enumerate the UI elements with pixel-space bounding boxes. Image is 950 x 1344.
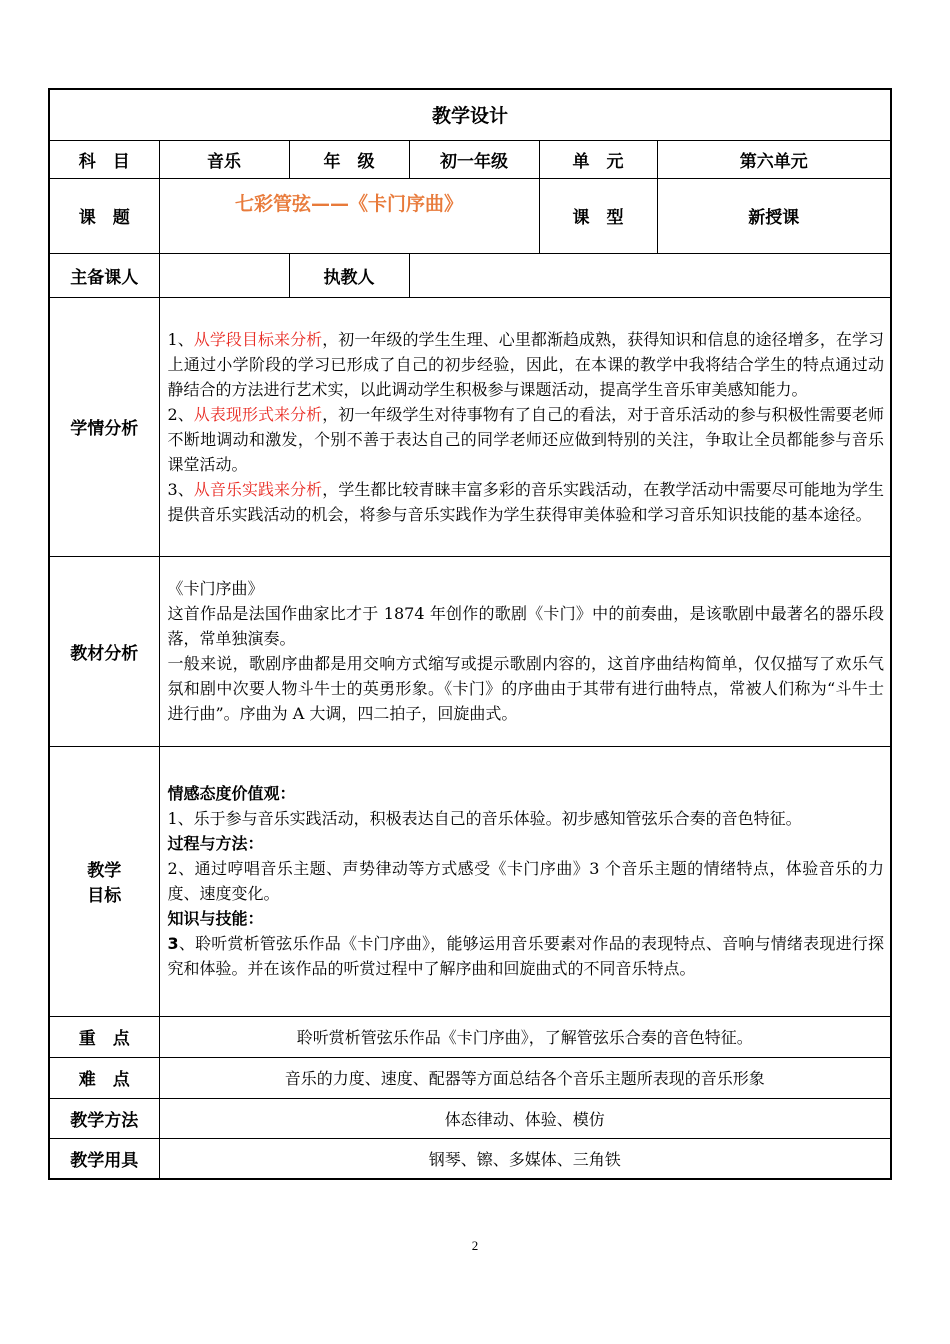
tools-value: 钢琴、镲、多媒体、三角铁 [159, 1138, 891, 1179]
key-point-label: 重 点 [49, 1016, 159, 1057]
student-analysis-item-3 [168, 477, 885, 527]
method-row [49, 1098, 891, 1138]
key-point-value: 聆听赏析管弦乐作品《卡门序曲》，了解管弦乐合奏的音色特征。 [159, 1016, 891, 1057]
student-analysis-content [159, 297, 891, 556]
material-analysis-label: 教材分析 [49, 556, 159, 746]
objectives-content [159, 746, 891, 1016]
objectives-label [49, 746, 159, 1016]
student-analysis-item-2 [168, 402, 885, 477]
tools-row [49, 1138, 891, 1179]
student-analysis-item-1 [168, 327, 885, 402]
item-2-text: ，初一年级学生对待事物有了自己的看法，对于音乐活动的参与积极性需要老师不断地调动和激发，个别不善于表达自己的同学老师还应做到特别的关注，争取让全员都能参与音乐课堂活动。 [167, 404, 885, 474]
item-1-text: ，初一年级的学生生理、心里都渐趋成熟，获得知识和信息的途径增多，在学习上通过小学阶段的学习已形成了自己的初步经验，因此，在本课的教学中我将结合学生的特点通过动静结合的方法进行艺术实，以此调动学生积极参与课题活动，提高学生音乐审美感知能力。 [167, 329, 885, 399]
item-2-highlight: 从表现形式来分析 [193, 404, 323, 424]
grade-label: 年 级 [289, 140, 409, 178]
objective-heading-attitude: 情感态度价值观： [167, 784, 296, 803]
teacher-value [409, 253, 891, 297]
topic-label: 课 题 [49, 178, 159, 253]
objectives-label-line1: 教学 [87, 861, 122, 881]
student-analysis-row [49, 297, 891, 556]
topic-value: 七彩管弦——《卡门序曲》 [159, 178, 539, 253]
topic-row [49, 178, 891, 253]
material-analysis-row [49, 556, 891, 746]
item-3-highlight: 从音乐实践来分析 [193, 479, 323, 499]
objectives-label-line2: 目标 [87, 886, 122, 906]
objective-text-process: 2、通过哼唱音乐主题、声势律动等方式感受《卡门序曲》3 个音乐主题的情绪特点，体验音乐的力度、速度变化。 [167, 859, 885, 903]
item-2-prefix: 2、 [167, 404, 194, 424]
title-row [49, 89, 891, 140]
unit-label: 单 元 [539, 140, 657, 178]
item-3-text: ，学生都比较青睐丰富多彩的音乐实践活动，在教学活动中需要尽可能地为学生提供音乐实践活动的机会，将参与音乐实践作为学生获得审美体验和学习音乐知识技能的基本途径。 [167, 479, 884, 524]
key-point-row [49, 1016, 891, 1057]
objectives-row [49, 746, 891, 1016]
objective-text-attitude: 1、乐于参与音乐实践活动，积极表达自己的音乐体验。初步感知管弦乐合奏的音色特征。 [167, 809, 802, 828]
objective-text-knowledge [168, 931, 885, 981]
difficulty-row [49, 1057, 891, 1098]
item-1-prefix: 1、 [167, 329, 194, 349]
lesson-type-label: 课 型 [539, 178, 657, 253]
objective-heading-knowledge: 知识与技能： [167, 909, 264, 928]
teacher-label: 执教人 [289, 253, 409, 297]
tools-label: 教学用具 [49, 1138, 159, 1179]
objective-heading-process: 过程与方法： [167, 834, 264, 853]
lesson-type-value: 新授课 [657, 178, 891, 253]
material-paragraph-1: 这首作品是法国作曲家比才于 1874 年创作的歌剧《卡门》中的前奏曲，是该歌剧中最著名的器乐段落，常单独演奏。 [167, 604, 885, 648]
item-1-highlight: 从学段目标来分析 [193, 329, 323, 349]
unit-value: 第六单元 [657, 140, 891, 178]
objective-3-text: 、聆听赏析管弦乐作品《卡门序曲》，能够运用音乐要素对作品的表现特点、音响与情绪表现进行探究和体验。并在该作品的听赏过程中了解序曲和回旋曲式的不同音乐特点。 [167, 934, 885, 978]
difficulty-label: 难 点 [49, 1057, 159, 1098]
item-3-prefix: 3、 [167, 479, 194, 499]
subject-label: 科 目 [49, 140, 159, 178]
method-label: 教学方法 [49, 1098, 159, 1138]
subject-value: 音乐 [159, 140, 289, 178]
objective-3-prefix: 3 [167, 934, 179, 953]
table-title: 教学设计 [49, 89, 891, 140]
subject-row [49, 140, 891, 178]
teacher-row [49, 253, 891, 297]
lead-teacher-value [159, 253, 289, 297]
method-value: 体态律动、体验、模仿 [159, 1098, 891, 1138]
lesson-plan-table [48, 88, 892, 1180]
student-analysis-label: 学情分析 [49, 297, 159, 556]
material-analysis-content [159, 556, 891, 746]
material-work-title: 《卡门序曲》 [167, 579, 264, 598]
page-number: 2 [471, 1238, 479, 1253]
difficulty-value: 音乐的力度、速度、配器等方面总结各个音乐主题所表现的音乐形象 [159, 1057, 891, 1098]
grade-value: 初一年级 [409, 140, 539, 178]
material-paragraph-2: 一般来说，歌剧序曲都是用交响方式缩写或提示歌剧内容的，这首序曲结构简单，仅仅描写了欢乐气氛和剧中次要人物斗牛士的英勇形象。《卡门》的序曲由于其带有进行曲特点，常被人们称为“斗牛士进行曲”。序曲为 A 大调，四二拍子，回旋曲式。 [167, 654, 885, 723]
lead-teacher-label: 主备课人 [49, 253, 159, 297]
